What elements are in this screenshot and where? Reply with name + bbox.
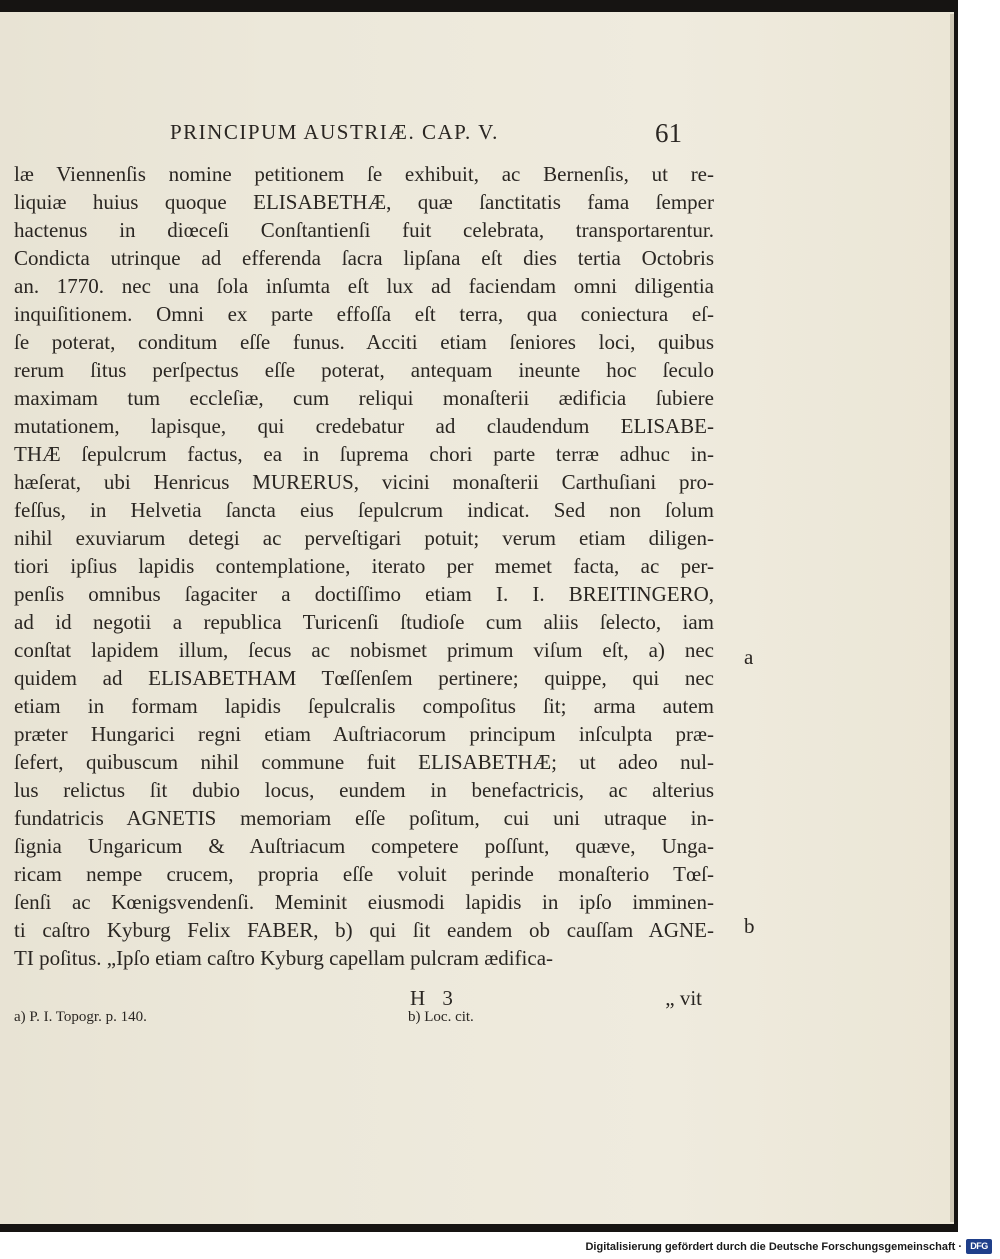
text-line: feſſus, in Helvetia ſancta eius ſepulcrum indicat. Sed non ſolum xyxy=(14,498,714,522)
text-line: hæſerat, ubi Henricus MURERUS, vicini monaſterii Carthuſiani pro- xyxy=(14,470,714,494)
text-line: nihil exuviarum detegi ac perveſtigari potuit; verum etiam diligen- xyxy=(14,526,714,550)
footnote-b: b) Loc. cit. xyxy=(408,1009,474,1025)
margin-mark-a: a xyxy=(744,645,754,669)
text-line: penſis omnibus ſagaciter a doctiſſimo etiam I. I. BREITINGERO, xyxy=(14,582,714,606)
text-line: læ Viennenſis nomine petitionem ſe exhibuit, ac Bernenſis, ut re- xyxy=(14,162,714,186)
text-line: etiam in formam lapidis ſepulcralis compoſitus ſit; arma autem xyxy=(14,694,714,718)
text-line: ricam nempe crucem, propria eſſe voluit perinde monaſterio Tœſ- xyxy=(14,862,714,886)
text-line: Condicta utrinque ad efferenda ſacra lipſana eſt dies tertia Octobris xyxy=(14,246,714,270)
text-line: mutationem, lapisque, qui credebatur ad claudendum ELISABE- xyxy=(14,414,714,438)
footnotes xyxy=(14,1006,714,1028)
text-line: ſefert, quibuscum nihil commune fuit ELISABETHÆ; ut adeo nul- xyxy=(14,750,714,774)
running-head: PRINCIPUM AUSTRIÆ. CAP. V. xyxy=(170,120,499,144)
catchword: „ vit xyxy=(665,986,702,1010)
text-line: tiori ipſius lapidis contemplatione, iterato per memet facta, ac per- xyxy=(14,554,714,578)
text-line: THÆ ſepulcrum factus, ea in ſuprema chori parte terræ adhuc in- xyxy=(14,442,714,466)
page-number: 61 xyxy=(655,118,682,148)
text-line: ad id negotii a republica Turicenſi ſtudioſe cum aliis ſelecto, iam xyxy=(14,610,714,634)
text-line: an. 1770. nec una ſola inſumta eſt lux ad faciendam omni diligentia xyxy=(14,274,714,298)
footnote-a: a) P. I. Topogr. p. 140. xyxy=(14,1009,147,1025)
paper-edge xyxy=(950,14,954,1222)
text-line: ti caſtro Kyburg Felix FABER, b) qui ſit eandem ob cauſſam AGNE- xyxy=(14,918,714,942)
text-line: lus relictus ſit dubio locus, eundem in benefactricis, ac alterius xyxy=(14,778,714,802)
text-line: TI poſitus. „Ipſo etiam caſtro Kyburg capellam pulcram ædifica- xyxy=(14,946,554,970)
signature-mark: H 3 xyxy=(410,986,459,1010)
margin-mark-b: b xyxy=(744,914,755,938)
text-line: rerum ſitus perſpectus eſſe poterat, antequam ineunte hoc ſeculo xyxy=(14,358,714,382)
text-line: ſignia Ungaricum & Auſtriacum competere poſſunt, quæve, Unga- xyxy=(14,834,714,858)
text-line: ſenſi ac Kœnigsvendenſi. Meminit eiusmodi lapidis in ipſo imminen- xyxy=(14,890,714,914)
body-text xyxy=(14,160,714,972)
digitization-credit: Digitalisierung gefördert durch die Deutsche Forschungsgemeinschaft · xyxy=(585,1241,962,1253)
text-line: hactenus in diœceſi Conſtantienſi fuit celebrata, transportarentur. xyxy=(14,218,714,242)
text-line: liquiæ huius quoque ELISABETHÆ, quæ ſanctitatis fama ſemper xyxy=(14,190,714,214)
text-line: ſe poterat, conditum eſſe funus. Acciti etiam ſeniores loci, quibus xyxy=(14,330,714,354)
text-line: inquiſitionem. Omni ex parte effoſſa eſt terra, qua coniectura eſ- xyxy=(14,302,714,326)
text-line: præter Hungarici regni etiam Auſtriacorum principum inſculpta præ- xyxy=(14,722,714,746)
text-line: quidem ad ELISABETHAM Tœſſenſem pertinere; quippe, qui nec xyxy=(14,666,714,690)
text-line: fundatricis AGNETIS memoriam eſſe poſitum, cui uni utraque in- xyxy=(14,806,714,830)
dfg-logo-icon: DFG xyxy=(966,1239,992,1254)
text-line: maximam tum eccleſiæ, cum reliqui monaſterii ædificia ſubiere xyxy=(14,386,714,410)
text-line: conſtat lapidem illum, ſecus ac nobismet primum viſum eſt, a) nec xyxy=(14,638,714,662)
